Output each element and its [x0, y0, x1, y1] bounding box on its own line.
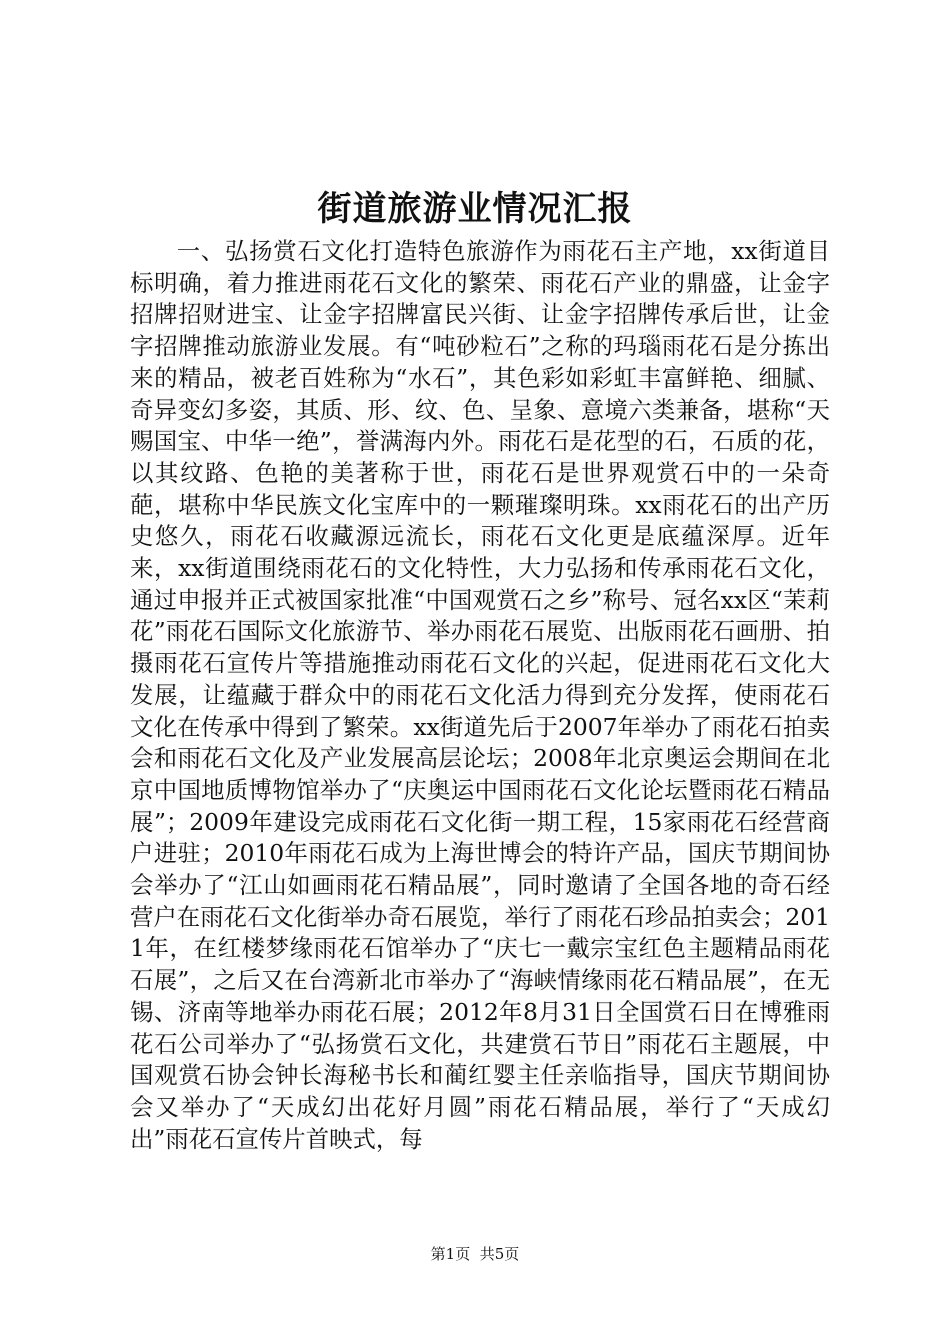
- page-total: 共5页: [479, 1245, 520, 1263]
- page-footer: [0, 1244, 950, 1264]
- body-paragraph: 一、弘扬赏石文化打造特色旅游作为雨花石主产地，xx街道目标明确，着力推进雨花石文化的繁荣、雨花石产业的鼎盛，让金字招牌招财进宝、让金字招牌富民兴街、让金字招牌传承后世，让金字招牌推动旅游业发展。有“吨砂粒石”之称的玛瑙雨花石是分拣出来的精品，被老百姓称为“水石”，其色彩如彩虹丰富鲜艳、细腻、奇异变幻多姿，其质、形、纹、色、呈象、意境六类兼备，堪称“天赐国宝、中华一绝”，誉满海内外。雨花石是花型的石，石质的花，以其纹路、色艳的美著称于世，雨花石是世界观赏石中的一朵奇葩，堪称中华民族文化宝库中的一颗璀璨明珠。xx雨花石的出产历史悠久，雨花石收藏源远流长，雨花石文化更是底蕴深厚。近年来，xx街道围绕雨花石的文化特性，大力弘扬和传承雨花石文化，通过申报并正式被国家批准“中国观赏石之乡”称号、冠名xx区“茉莉花”雨花石国际文化旅游节、举办雨花石展览、出版雨花石画册、拍摄雨花石宣传片等措施推动雨花石文化的兴起，促进雨花石文化大发展，让蕴藏于群众中的雨花石文化活力得到充分发挥，使雨花石文化在传承中得到了繁荣。xx街道先后于2007年举办了雨花石拍卖会和雨花石文化及产业发展高层论坛；2008年北京奥运会期间在北京中国地质博物馆举办了“庆奥运中国雨花石文化论坛暨雨花石精品展”；2009年建设完成雨花石文化街一期工程，15家雨花石经营商户进驻；2010年雨花石成为上海世博会的特许产品，国庆节期间协会举办了“江山如画雨花石精品展”，同时邀请了全国各地的奇石经营户在雨花石文化街举办奇石展览，举行了雨花石珍品拍卖会；2011年，在红楼梦缘雨花石馆举办了“庆七一戴宗宝红色主题精品雨花石展”，之后又在台湾新北市举办了“海峡情缘雨花石精品展”，在无锡、济南等地举办雨花石展；2012年8月31日全国赏石日在博雅雨花石公司举办了“弘扬赏石文化，共建赏石节日”雨花石主题展，中国观赏石协会钟长海秘书长和蔺红婴主任亲临指导，国庆节期间协会又举办了“天成幻出花好月圆”雨花石精品展，举行了“天成幻出”雨花石宣传片首映式，每: [130, 237, 830, 1153]
- footer-spacer: [470, 1245, 480, 1263]
- page-number: 第1页: [430, 1245, 471, 1263]
- document-title: 街道旅游业情况汇报: [317, 189, 633, 229]
